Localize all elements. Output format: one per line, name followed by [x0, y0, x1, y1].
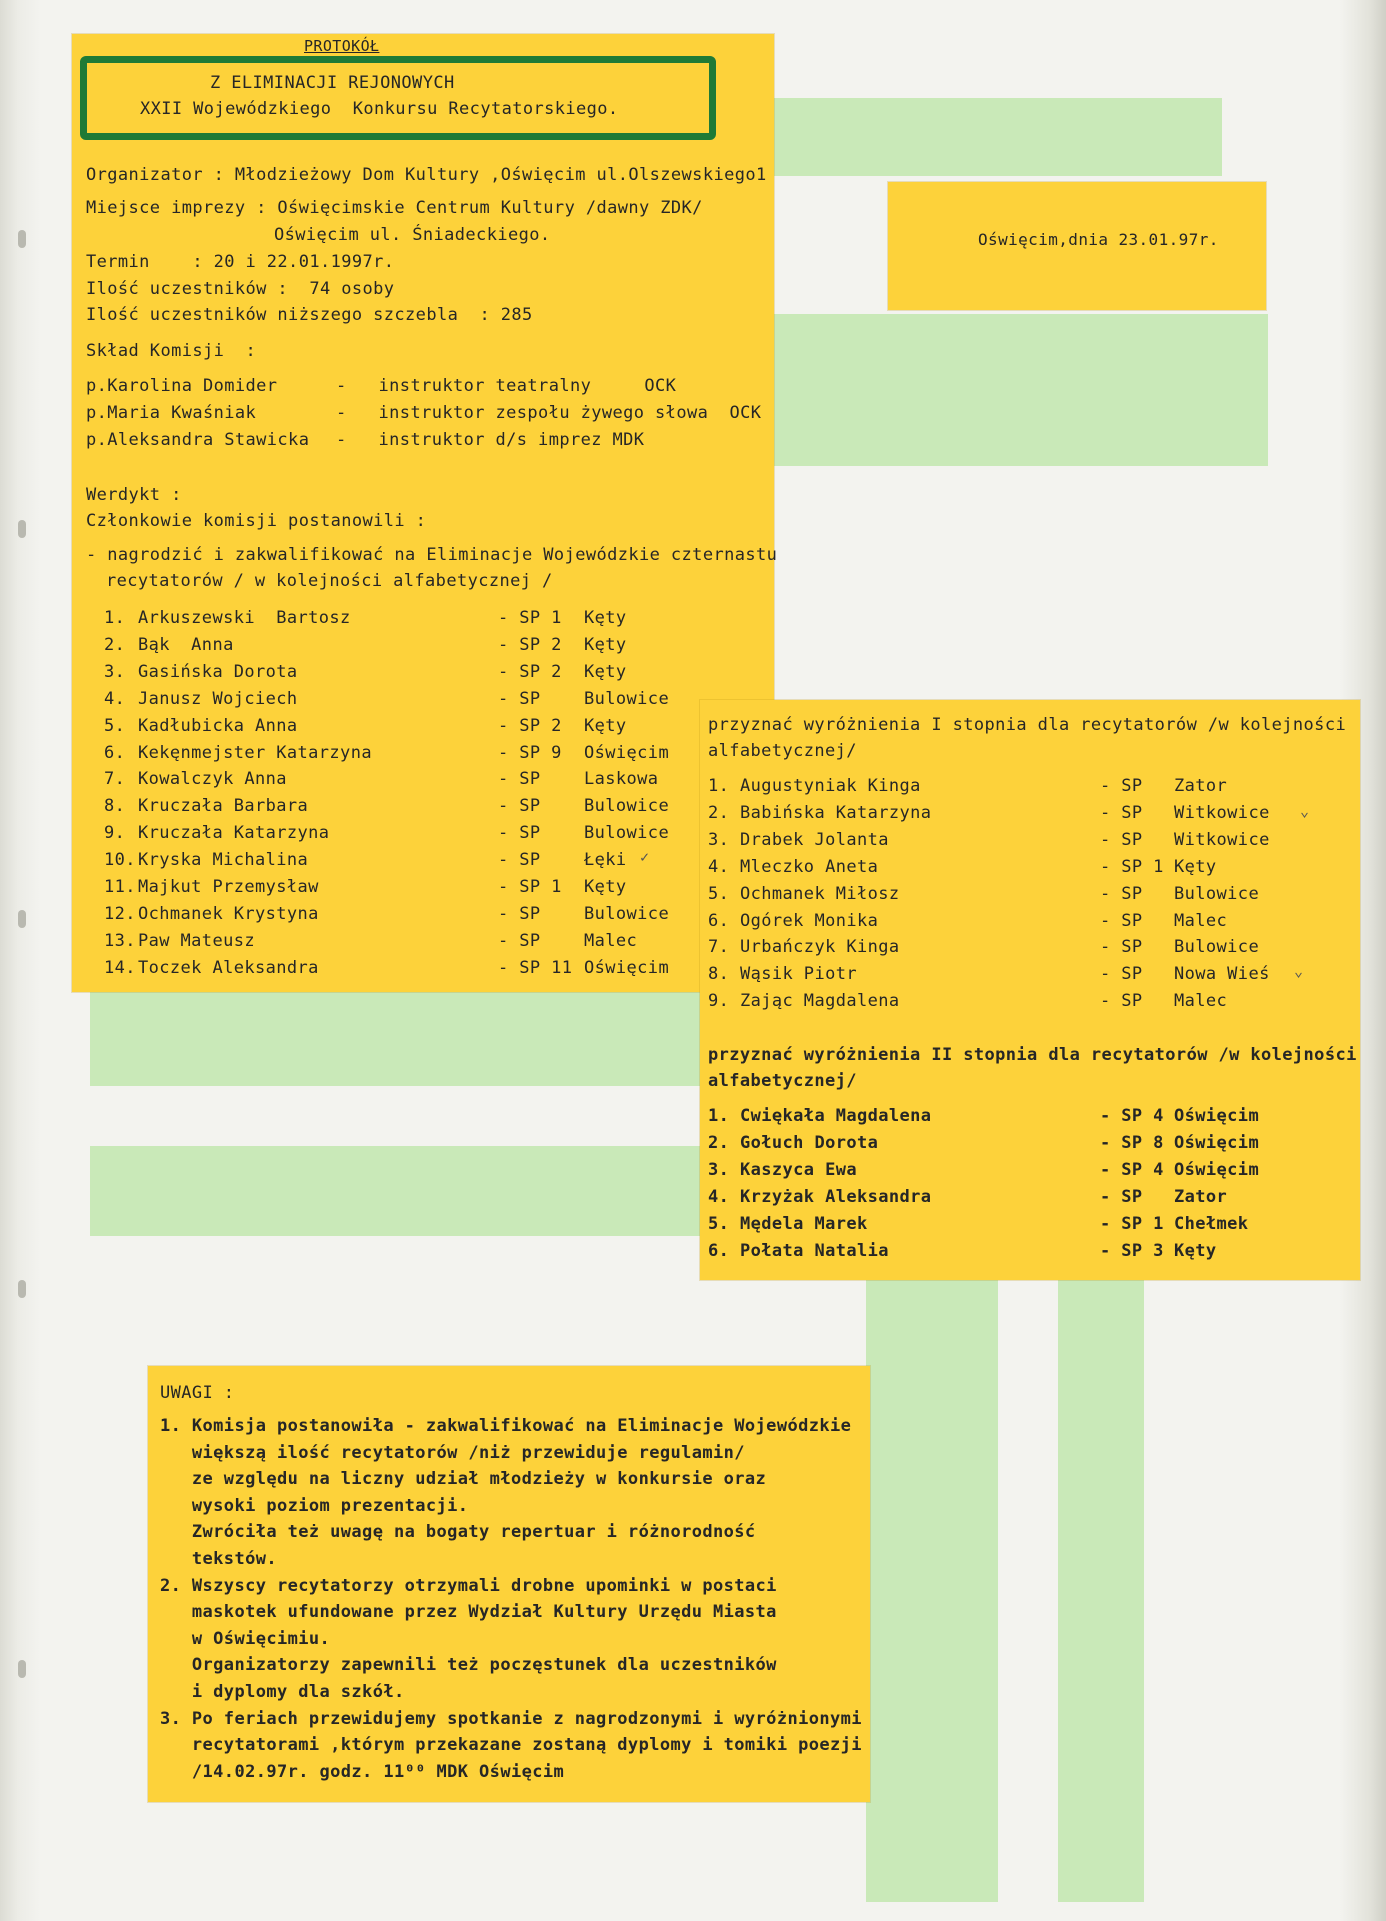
list-item-town: Kęty: [584, 877, 627, 897]
list-item-name: Ochmanek Krystyna: [138, 903, 319, 924]
list-item-number: 4.: [708, 1186, 730, 1207]
list-item-name: Kruczała Barbara: [138, 796, 309, 817]
list-item-name: Gasińska Dorota: [138, 661, 298, 682]
list-item-name: Mleczko Aneta: [740, 856, 879, 877]
committee-member-name: p.Aleksandra Stawicka: [86, 430, 310, 450]
notes-line: maskotek ufundowane przez Wydział Kultury Urzędu Miasta: [160, 1602, 777, 1623]
committee-member-role: - instruktor zespołu żywego słowa OCK: [336, 403, 762, 423]
list-item-name: Kaszyca Ewa: [740, 1159, 857, 1180]
notes-line: tekstów.: [160, 1549, 277, 1569]
list-item-name: Toczek Aleksandra: [138, 957, 319, 978]
list-item-town: Witkowice: [1174, 802, 1270, 823]
list-item-town: Kęty: [584, 715, 627, 736]
checkmark: ⌄: [1294, 962, 1304, 980]
list-item-name: Krzyżak Aleksandra: [740, 1186, 932, 1207]
list-item-name: Cwiękała Magdalena: [740, 1106, 932, 1126]
checkmark: ⌄: [1300, 802, 1310, 820]
participants-lower-line: Ilość uczestników niższego szczebla : 285: [86, 305, 533, 325]
list-item-school: - SP 2: [498, 661, 562, 682]
notes-line: Zwróciła też uwagę na bogaty repertuar i różnorodność: [160, 1522, 756, 1543]
list-item-name: Bąk Anna: [138, 634, 234, 655]
list-item-school: - SP 3: [1100, 1240, 1164, 1261]
list-item-town: Malec: [1174, 991, 1228, 1012]
date-note: Oświęcim,dnia 23.01.97r.: [978, 230, 1219, 249]
green-strip: [90, 990, 720, 1086]
decision-line-2: recytatorów / w kolejności alfabetycznej /: [106, 571, 553, 591]
list-item-number: 13.: [104, 930, 136, 951]
notes-line: 1. Komisja postanowiła - zakwalifikować na Eliminacje Wojewódzkie: [160, 1416, 852, 1436]
decision-line-1: - nagrodzić i zakwalifikować na Eliminacje Wojewódzkie czternastu: [86, 545, 778, 565]
notes-line: ze względu na liczny udział młodzieży w konkursie oraz: [160, 1469, 767, 1490]
list-item-school: - SP 1: [498, 877, 562, 897]
list-item-school: - SP: [1100, 964, 1143, 985]
list-item-school: - SP: [1100, 910, 1143, 931]
notes-label: UWAGI :: [160, 1383, 235, 1403]
list-item-name: Ogórek Monika: [740, 910, 879, 931]
list-item-number: 6.: [708, 1240, 730, 1261]
binding-hole: [18, 230, 26, 248]
list-item-town: Oświęcim: [584, 742, 670, 763]
list-item-number: 8.: [104, 796, 126, 817]
list-item-town: Oświęcim: [1174, 1159, 1260, 1180]
list-item-town: Bulowice: [584, 796, 670, 817]
protocol-heading: PROTOKÓŁ: [304, 37, 380, 55]
notes-line: 2. Wszyscy recytatorzy otrzymali drobne upominki w postaci: [160, 1575, 777, 1596]
verdict-intro: Członkowie komisji postanowili :: [86, 511, 427, 531]
list-item-number: 3.: [708, 1159, 730, 1180]
list-item-name: Połata Natalia: [740, 1240, 889, 1261]
list-item-name: Kadłubicka Anna: [138, 715, 298, 736]
list-item-number: 11.: [104, 877, 136, 897]
green-strip: [770, 314, 1268, 466]
committee-member-name: p.Karolina Domider: [86, 376, 278, 396]
list-item-name: Kruczała Katarzyna: [138, 823, 330, 844]
notes-line: w Oświęcimiu.: [160, 1628, 331, 1649]
participants-line: Ilość uczestników : 74 osoby: [86, 279, 395, 299]
list-item-town: Kęty: [584, 661, 627, 682]
list-item-school: - SP 4: [1100, 1159, 1164, 1180]
list-item-number: 2.: [104, 634, 126, 655]
list-item-number: 9.: [708, 991, 730, 1012]
list-item-town: Chełmek: [1174, 1213, 1249, 1234]
list-item-school: - SP: [498, 903, 541, 924]
list-item-number: 14.: [104, 957, 136, 978]
list-item-name: Gołuch Dorota: [740, 1132, 879, 1153]
list-item-school: - SP 9: [498, 742, 562, 763]
list-item-town: Kęty: [584, 634, 627, 655]
venue-line-2: Oświęcim ul. Śniadeckiego.: [274, 225, 551, 245]
list-item-school: - SP 1: [1100, 856, 1164, 877]
distinction-1-title-2: alfabetycznej/: [708, 741, 857, 761]
list-item-town: Bulowice: [584, 823, 670, 844]
list-item-school: - SP 1: [498, 608, 562, 628]
list-item-town: Nowa Wieś: [1174, 964, 1270, 985]
list-item-name: Zając Magdalena: [740, 991, 900, 1012]
list-item-number: 1.: [708, 1106, 730, 1126]
list-item-name: Janusz Wojciech: [138, 688, 298, 709]
notes-line: 3. Po feriach przewidujemy spotkanie z nagrodzonymi i wyróżnionymi: [160, 1708, 862, 1729]
green-strip: [770, 98, 1222, 176]
verdict-label: Werdykt :: [86, 485, 182, 505]
list-item-town: Witkowice: [1174, 829, 1270, 850]
list-item-number: 8.: [708, 964, 730, 985]
list-item-name: Kryska Michalina: [138, 850, 309, 871]
list-item-town: Łęki: [584, 850, 627, 871]
notes-line: Organizatorzy zapewnili też poczęstunek dla uczestników: [160, 1655, 777, 1676]
committee-member-role: - instruktor teatralny OCK: [336, 376, 677, 396]
list-item-town: Malec: [1174, 910, 1228, 931]
list-item-number: 5.: [708, 883, 730, 904]
list-item-school: - SP 2: [498, 715, 562, 736]
committee-heading: Skład Komisji :: [86, 341, 257, 361]
list-item-number: 9.: [104, 823, 126, 844]
venue-line: Miejsce imprezy : Oświęcimskie Centrum Kultury /dawny ZDK/: [86, 198, 703, 218]
binding-hole: [18, 1280, 26, 1298]
list-item-town: Bulowice: [1174, 883, 1260, 904]
list-item-number: 7.: [708, 937, 730, 958]
list-item-town: Oświęcim: [1174, 1106, 1260, 1126]
list-item-name: Ochmanek Miłosz: [740, 883, 900, 904]
green-strip: [866, 1270, 998, 1902]
list-item-number: 5.: [708, 1213, 730, 1234]
distinction-2-title-2: alfabetycznej/: [708, 1071, 857, 1091]
list-item-number: 3.: [708, 829, 730, 850]
list-item-school: - SP: [1100, 802, 1143, 823]
list-item-name: Arkuszewski Bartosz: [138, 608, 351, 628]
list-item-town: Kęty: [584, 608, 627, 628]
list-item-number: 5.: [104, 715, 126, 736]
list-item-number: 6.: [104, 742, 126, 763]
notes-line: i dyplomy dla szkół.: [160, 1682, 405, 1702]
list-item-name: Kowalczyk Anna: [138, 769, 287, 790]
list-item-school: - SP: [1100, 776, 1143, 796]
list-item-number: 7.: [104, 769, 126, 790]
list-item-school: - SP: [1100, 937, 1143, 958]
list-item-school: - SP 1: [1100, 1213, 1164, 1234]
list-item-number: 1.: [104, 608, 126, 628]
notes-line: /14.02.97r. godz. 11⁰⁰ MDK Oświęcim: [160, 1761, 565, 1782]
distinction-1-title: przyznać wyróżnienia I stopnia dla recytatorów /w kolejności: [708, 715, 1347, 735]
list-item-school: - SP 8: [1100, 1132, 1164, 1153]
list-item-number: 10.: [104, 850, 136, 871]
green-strip: [90, 1146, 720, 1236]
list-item-school: - SP: [1100, 829, 1143, 850]
notes-line: wysoki poziom prezentacji.: [160, 1495, 469, 1516]
list-item-town: Bulowice: [584, 903, 670, 924]
binding-hole: [18, 910, 26, 928]
list-item-school: - SP: [498, 769, 541, 790]
title-line-1: Z ELIMINACJI REJONOWYCH: [210, 73, 455, 93]
notes-line: recytatorami ,którym przekazane zostaną dyplomy i tomiki poezji: [160, 1735, 862, 1756]
list-item-number: 2.: [708, 1132, 730, 1153]
list-item-school: - SP: [498, 796, 541, 817]
notes-line: większą ilość recytatorów /niż przewiduje regulamin/: [160, 1442, 745, 1463]
list-item-town: Oświęcim: [1174, 1132, 1260, 1153]
list-item-school: - SP: [498, 823, 541, 844]
list-item-town: Zator: [1174, 776, 1228, 796]
list-item-town: Bulowice: [584, 688, 670, 709]
list-item-school: - SP: [498, 930, 541, 951]
list-item-name: Urbańczyk Kinga: [740, 937, 900, 958]
list-item-town: Kęty: [1174, 856, 1217, 877]
list-item-town: Bulowice: [1174, 937, 1260, 958]
committee-member-role: - instruktor d/s imprez MDK: [336, 430, 645, 450]
list-item-name: Paw Mateusz: [138, 930, 255, 951]
list-item-school: - SP: [1100, 883, 1143, 904]
list-item-number: 1.: [708, 776, 730, 796]
list-item-number: 3.: [104, 661, 126, 682]
list-item-number: 12.: [104, 903, 136, 924]
date-line: Termin : 20 i 22.01.1997r.: [86, 252, 395, 272]
list-item-school: - SP 2: [498, 634, 562, 655]
list-item-town: Malec: [584, 930, 638, 951]
list-item-school: - SP 4: [1100, 1106, 1164, 1126]
binding-hole: [18, 520, 26, 538]
list-item-number: 6.: [708, 910, 730, 931]
list-item-name: Majkut Przemysław: [138, 877, 319, 897]
list-item-town: Laskowa: [584, 769, 659, 790]
list-item-name: Babińska Katarzyna: [740, 802, 932, 823]
list-item-town: Zator: [1174, 1186, 1228, 1207]
list-item-name: Drabek Jolanta: [740, 829, 889, 850]
list-item-school: - SP: [1100, 1186, 1143, 1207]
list-item-school: - SP 11: [498, 957, 573, 978]
list-item-town: Oświęcim: [584, 957, 670, 978]
green-strip: [1058, 1270, 1144, 1902]
list-item-school: - SP: [498, 850, 541, 871]
list-item-name: Augustyniak Kinga: [740, 776, 921, 796]
title-line-2: XXII Wojewódzkiego Konkursu Recytatorskiego.: [140, 99, 619, 119]
list-item-number: 4.: [708, 856, 730, 877]
list-item-town: Kęty: [1174, 1240, 1217, 1261]
binding-hole: [18, 1660, 26, 1678]
committee-member-name: p.Maria Kwaśniak: [86, 403, 257, 423]
list-item-name: Mędela Marek: [740, 1213, 868, 1234]
list-item-name: Kekęnmejster Katarzyna: [138, 742, 372, 763]
organizer-line: Organizator : Młodzieżowy Dom Kultury ,Oświęcim ul.Olszewskiego1: [86, 165, 767, 185]
list-item-school: - SP: [498, 688, 541, 709]
distinction-2-title: przyznać wyróżnienia II stopnia dla recytatorów /w kolejności: [708, 1045, 1357, 1065]
list-item-name: Wąsik Piotr: [740, 964, 857, 985]
list-item-number: 2.: [708, 802, 730, 823]
list-item-school: - SP: [1100, 991, 1143, 1012]
list-item-number: 4.: [104, 688, 126, 709]
checkmark: ✓: [640, 848, 650, 866]
